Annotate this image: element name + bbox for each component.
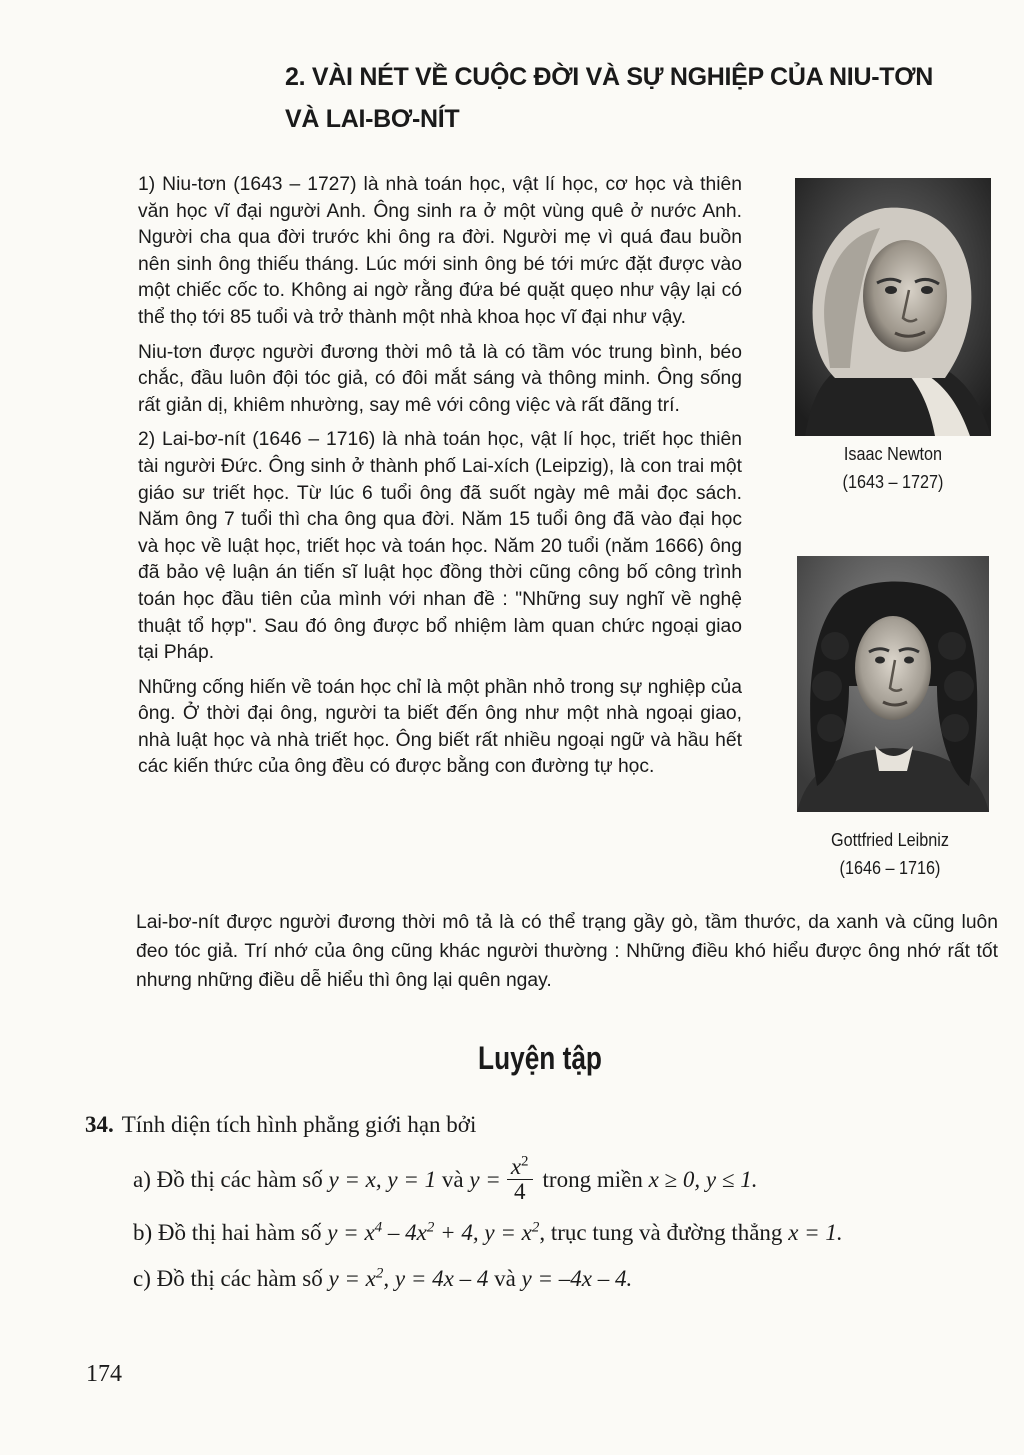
item-c-equations: $y = x^2$, y = 4x – 4: [328, 1265, 489, 1291]
item-b-label: b): [133, 1220, 153, 1245]
exercise-prompt-text: Tính diện tích hình phẳng giới hạn bởi: [121, 1112, 477, 1137]
item-c-and: và: [494, 1266, 516, 1291]
leibniz-caption-years: (1646 – 1716): [839, 858, 941, 878]
newton-caption-name: Isaac Newton: [843, 444, 943, 464]
item-b-text: Đồ thị hai hàm số: [157, 1220, 322, 1245]
newton-bio-paragraph: 1) Niu-tơn (1643 – 1727) là nhà toán học, vật lí học, cơ học và thiên văn học vĩ đại người Anh. Ông sinh ra ở một vùng quê ở nước Anh. Người cha qua đời trước khi ông ra đời. Người mẹ vì quá đau buồn nên sinh ông thiếu tháng. Lúc mới sinh ông bé tới mức đặt được vào một chiếc cốc to. Không ai ngờ rằng đứa bé quặt quẹo như vậy lại có thể thọ tới 85 tuổi và trở thành một nhà khoa học vĩ đại như vậy.: [138, 174, 742, 328]
item-a-text: Đồ thị các hàm số: [156, 1166, 323, 1192]
item-a-label: a): [133, 1166, 151, 1192]
exercise-item-a: [133, 1153, 995, 1204]
item-a-equations: y = x, y = 1: [328, 1166, 437, 1192]
item-c-equation-3: y = –4x – 4.: [521, 1266, 633, 1291]
item-a-domain-text: trong miền: [542, 1166, 643, 1192]
newton-portrait: [795, 178, 991, 436]
item-c-label: c): [133, 1266, 151, 1291]
item-c-text: Đồ thị các hàm số: [156, 1266, 323, 1291]
newton-caption-years: (1643 – 1727): [842, 472, 944, 492]
section-title: [285, 56, 1005, 140]
leibniz-bio-paragraph: 2) Lai-bơ-nít (1646 – 1716) là nhà toán học, vật lí học, triết học thiên tài người Đức. Ông sinh ở thành phố Lai-xích (Leipzig), là con trai một giáo sư triết học. Từ lúc 6 tuổi ông đã suốt ngày mê mải đọc sách. Năm ông 7 tuổi thì cha ông qua đời. Năm 15 tuổi ông đã vào đại học và học về luật học, triết học và toán học. Năm 20 tuổi (năm 1666) ông đã bảo vệ luận án tiến sĩ luật học đồng thời cũng công bố công trình toán học đầu tiên của mình với nhan đề : "Những suy nghĩ về nghệ thuật tổ hợp". Sau đó ông được bổ nhiệm làm quan chức ngoại giao tại Pháp.: [138, 429, 742, 664]
practice-heading: Luyện tập: [478, 1040, 602, 1076]
item-b-text-2: , trục tung và đường thẳng: [539, 1220, 783, 1245]
fraction-numerator: $x^2$: [507, 1156, 533, 1180]
item-b-equation: $y = x^4 - 4x^2 + 4$, $y = x^2$: [327, 1219, 540, 1245]
fraction-denominator: 4: [513, 1179, 526, 1204]
item-a-lhs: y =: [469, 1166, 501, 1192]
section-title-line-2: VÀ LAI-BƠ-NÍT: [285, 105, 460, 133]
biography-text: [138, 172, 742, 789]
exercise-item-c: [133, 1263, 995, 1295]
exercise-34: [85, 1108, 995, 1295]
newton-caption: [805, 440, 981, 496]
exercise-prompt: [85, 1108, 995, 1142]
leibniz-career-paragraph: Những cống hiến về toán học chỉ là một phần nhỏ trong sự nghiệp của ông. Ở thời đại ông, người ta biết đến ông như một nhà ngoại giao, nhà luật học và nhà triết học. Ông biết rất nhiều ngoại ngữ và hầu hết các kiến thức của ông đều có được bằng con đường tự học.: [138, 676, 742, 778]
page-number: 174: [86, 1361, 122, 1387]
leibniz-description-paragraph: Lai-bơ-nít được người đương thời mô tả là có thể trạng gầy gò, tầm thước, da xanh và cũng luôn đeo tóc giả. Trí nhớ của ông cũng khác người thường : Những điều khó hiểu được ông nhớ rất tốt nhưng những điều dễ hiểu thì ông lại quên ngay.: [136, 912, 998, 991]
leibniz-portrait: [797, 556, 989, 812]
leibniz-caption: [800, 826, 980, 882]
section-title-line-1: 2. VÀI NÉT VỀ CUỘC ĐỜI VÀ SỰ NGHIỆP CỦA NIU-TƠN: [285, 63, 933, 91]
exercise-item-b: [133, 1217, 995, 1249]
item-b-line: x = 1.: [788, 1220, 843, 1245]
item-a-and: và: [441, 1166, 464, 1192]
item-a-domain: x ≥ 0, y ≤ 1.: [648, 1166, 758, 1192]
leibniz-caption-name: Gottfried Leibniz: [831, 830, 949, 850]
exercise-number: 34.: [85, 1112, 114, 1137]
item-a-fraction: [507, 1153, 533, 1204]
newton-description-paragraph: Niu-tơn được người đương thời mô tả là có tầm vóc trung bình, béo chắc, đầu luôn đội tóc giả, có đôi mắt sáng và thông minh. Ông sống rất giản dị, khiêm nhường, say mê với công việc và rất đãng trí.: [138, 341, 742, 416]
